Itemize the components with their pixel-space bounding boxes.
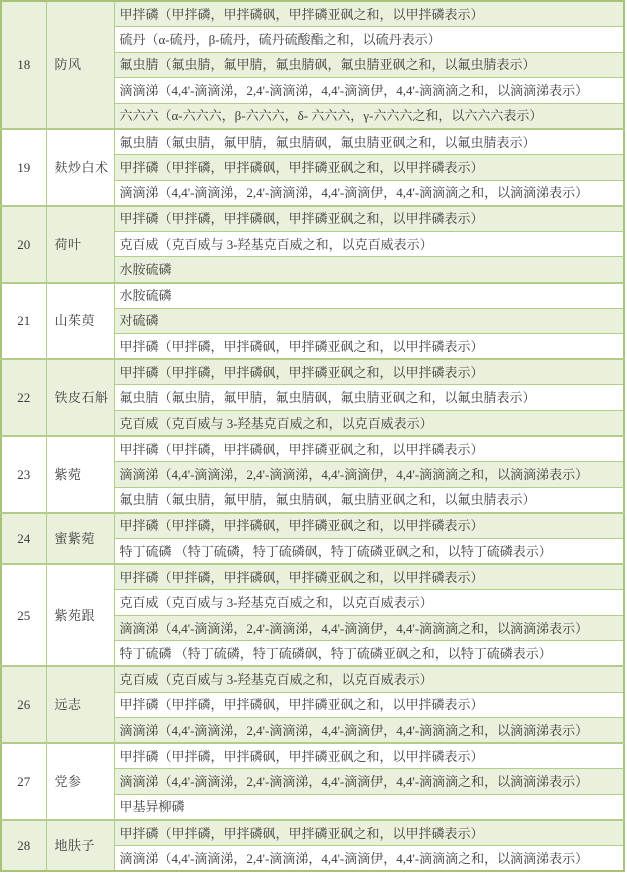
residue-definition-cell: 甲拌磷（甲拌磷，甲拌磷砜，甲拌磷亚砜之和，以甲拌磷表示）	[114, 564, 624, 590]
herb-name-cell: 蜜紫菀	[46, 513, 114, 564]
residue-definition-cell: 甲基异柳磷	[114, 794, 624, 820]
residue-definition-cell: 特丁硫磷 （特丁硫磷，特丁硫磷砜，特丁硫磷亚砜之和，以特丁硫磷表示）	[114, 538, 624, 564]
residue-definition-cell: 克百威（克百威与 3-羟基克百威之和，以克百威表示）	[114, 231, 624, 257]
table-row	[1, 666, 624, 692]
herb-name-cell: 山茱萸	[46, 283, 114, 360]
herb-name-cell: 铁皮石斛	[46, 359, 114, 436]
residue-definition-cell: 甲拌磷（甲拌磷，甲拌磷砜，甲拌磷亚砜之和，以甲拌磷表示）	[114, 820, 624, 846]
residue-definition-cell: 硫丹（α-硫丹，β-硫丹，硫丹硫酸酯之和，以硫丹表示）	[114, 27, 624, 53]
residue-definition-cell: 甲拌磷（甲拌磷，甲拌磷砜，甲拌磷亚砜之和，以甲拌磷表示）	[114, 206, 624, 232]
table-row	[1, 820, 624, 846]
residue-definition-cell: 水胺硫磷	[114, 283, 624, 309]
row-number-cell: 26	[1, 666, 46, 743]
residue-definition-cell: 甲拌磷（甲拌磷，甲拌磷砜，甲拌磷亚砜之和，以甲拌磷表示）	[114, 1, 624, 27]
table-row	[1, 129, 624, 155]
table-row	[1, 206, 624, 232]
row-number-cell: 22	[1, 359, 46, 436]
residue-definition-cell: 滴滴涕（4,4'-滴滴涕，2,4'-滴滴涕，4,4'-滴滴伊，4,4'-滴滴滴之和，以滴滴涕表示）	[114, 769, 624, 795]
herb-name-cell: 麸炒白术	[46, 129, 114, 206]
residue-definition-cell: 氟虫腈（氟虫腈，氟甲腈，氟虫腈砜，氟虫腈亚砜之和，以氟虫腈表示）	[114, 385, 624, 411]
residue-definition-cell: 滴滴涕（4,4'-滴滴涕，2,4'-滴滴涕，4,4'-滴滴伊，4,4'-滴滴滴之和，以滴滴涕表示）	[114, 462, 624, 488]
residue-definition-cell: 甲拌磷（甲拌磷，甲拌磷砜，甲拌磷亚砜之和，以甲拌磷表示）	[114, 155, 624, 181]
herb-name-cell: 远志	[46, 666, 114, 743]
residue-definition-cell: 滴滴涕（4,4'-滴滴涕，2,4'-滴滴涕，4,4'-滴滴伊，4,4'-滴滴滴之和，以滴滴涕表示）	[114, 718, 624, 744]
residue-definition-cell: 氟虫腈（氟虫腈，氟甲腈，氟虫腈砜，氟虫腈亚砜之和，以氟虫腈表示）	[114, 487, 624, 513]
herb-name-cell: 党参	[46, 743, 114, 820]
table-row	[1, 436, 624, 462]
residue-definition-cell: 克百威（克百威与 3-羟基克百威之和，以克百威表示）	[114, 411, 624, 437]
table-row	[1, 564, 624, 590]
herb-name-cell: 荷叶	[46, 206, 114, 283]
residue-definition-cell: 滴滴涕（4,4'-滴滴涕，2,4'-滴滴涕，4,4'-滴滴伊，4,4'-滴滴滴之和，以滴滴涕表示）	[114, 78, 624, 104]
row-number-cell: 21	[1, 283, 46, 360]
herb-name-cell: 紫苑跟	[46, 564, 114, 666]
row-number-cell: 25	[1, 564, 46, 666]
residue-definition-cell: 克百威（克百威与 3-羟基克百威之和，以克百威表示）	[114, 666, 624, 692]
row-number-cell: 18	[1, 1, 46, 129]
residue-definition-cell: 甲拌磷（甲拌磷，甲拌磷砜，甲拌磷亚砜之和，以甲拌磷表示）	[114, 359, 624, 385]
residue-definition-cell: 六六六（α-六六六，β-六六六，δ- 六六六，γ-六六六之和，以六六六表示）	[114, 103, 624, 129]
residue-definition-cell: 滴滴涕（4,4'-滴滴涕，2,4'-滴滴涕，4,4'-滴滴伊，4,4'-滴滴滴之和，以滴滴涕表示）	[114, 615, 624, 641]
residue-definition-cell: 水胺硫磷	[114, 257, 624, 283]
residue-definition-cell: 滴滴涕（4,4'-滴滴涕，2,4'-滴滴涕，4,4'-滴滴伊，4,4'-滴滴滴之和，以滴滴涕表示）	[114, 846, 624, 872]
row-number-cell: 28	[1, 820, 46, 871]
row-number-cell: 20	[1, 206, 46, 283]
row-number-cell: 19	[1, 129, 46, 206]
table-row	[1, 513, 624, 539]
residue-definition-cell: 滴滴涕（4,4'-滴滴涕，2,4'-滴滴涕，4,4'-滴滴伊，4,4'-滴滴滴之和，以滴滴涕表示）	[114, 180, 624, 206]
residue-definition-cell: 氟虫腈（氟虫腈，氟甲腈，氟虫腈砜，氟虫腈亚砜之和，以氟虫腈表示）	[114, 52, 624, 78]
residue-definition-cell: 甲拌磷（甲拌磷，甲拌磷砜，甲拌磷亚砜之和，以甲拌磷表示）	[114, 436, 624, 462]
residue-definition-cell: 甲拌磷（甲拌磷，甲拌磷砜，甲拌磷亚砜之和，以甲拌磷表示）	[114, 334, 624, 360]
row-number-cell: 23	[1, 436, 46, 513]
herb-name-cell: 紫菀	[46, 436, 114, 513]
row-number-cell: 27	[1, 743, 46, 820]
herb-name-cell: 防风	[46, 1, 114, 129]
residue-definition-cell: 甲拌磷（甲拌磷，甲拌磷砜，甲拌磷亚砜之和，以甲拌磷表示）	[114, 692, 624, 718]
residue-definition-cell: 甲拌磷（甲拌磷，甲拌磷砜，甲拌磷亚砜之和，以甲拌磷表示）	[114, 513, 624, 539]
residue-definition-cell: 特丁硫磷 （特丁硫磷，特丁硫磷砜，特丁硫磷亚砜之和，以特丁硫磷表示）	[114, 641, 624, 667]
residue-definition-cell: 甲拌磷（甲拌磷，甲拌磷砜，甲拌磷亚砜之和，以甲拌磷表示）	[114, 743, 624, 769]
table-row	[1, 1, 624, 27]
table-row	[1, 743, 624, 769]
residue-table-body	[1, 1, 624, 871]
residue-definition-cell: 对硫磷	[114, 308, 624, 334]
row-number-cell: 24	[1, 513, 46, 564]
residue-definition-cell: 氟虫腈（氟虫腈，氟甲腈，氟虫腈砜，氟虫腈亚砜之和，以氟虫腈表示）	[114, 129, 624, 155]
table-row	[1, 359, 624, 385]
herb-name-cell: 地肤子	[46, 820, 114, 871]
table-row	[1, 283, 624, 309]
residue-definition-cell: 克百威（克百威与 3-羟基克百威之和，以克百威表示）	[114, 590, 624, 616]
